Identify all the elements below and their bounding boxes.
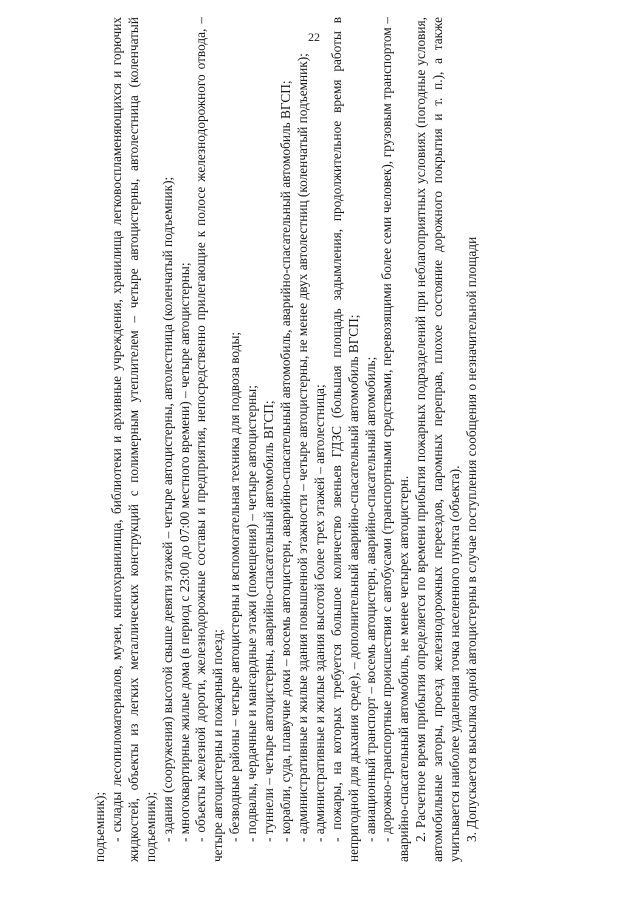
paragraph: - подвалы, чердачные и мансардные этажи (помещения) – четыре автоцистерны; xyxy=(244,385,260,842)
paragraph: - объекты железной дороги, железнодорожные составы и предприятия, непосредственно прилегающие к полосе железнодорожного отвода, – четыре автоцистерны и пожарный поезд; xyxy=(193,17,226,862)
paragraph: - туннели – четыре автоцистерны, аварийно-спасательный автомобиль ВГСП; xyxy=(261,400,277,842)
paragraph: подъемник); xyxy=(92,791,107,862)
paragraph: - административные и жилые здания повышенной этажности – четыре автоцистерны, не менее двух автолестниц (коленчатый подъемник); xyxy=(294,53,310,842)
page-number: 22 xyxy=(308,30,320,44)
paragraph: - корабли, суда, плавучие доки – восемь автоцистерн, аварийно-спасательный автомобиль, аварийно-спасательный автомобиль ВГСП; xyxy=(277,80,293,842)
paragraph: - дорожно-транспортные происшествия с автобусами (транспортными средствами, перевозящими более семи человек), грузовым транспортом – аварийно-спасательный автомобиль, не менее четырех автоцистерн. xyxy=(379,17,412,862)
paragraph: - авиационный транспорт – восемь автоцистерн, аварийно-спасательный автомобиль; xyxy=(362,356,378,842)
paragraph: 3. Допускается высылка одной автоцистерны в случае поступления сообщения о незначительной площади xyxy=(463,236,479,842)
paragraph: - склады лесопиломатериалов, музеи, книгохранилища, библиотеки и архивные учреждения, хранилища легковоспламеняющихся и горючих жидкостей, объекты из легких металлических конструкций с полимерным утеплителем – четыре автоцистерны, автолестница (коленчатый подъемник); xyxy=(108,17,158,862)
paragraph: 2. Расчетное время прибытия определяется по времени прибытия пожарных подразделений при неблагоприятных условиях (погодные условия, автомобильные заторы, проезд железнодорожных переездов, паромных переправ, плохое состояние дорожного покрытия и т. п.), а также учитывается наиболее удаленная точка населенного пункта (объекта). xyxy=(413,17,463,862)
paragraph: - пожары, на которых требуется большое количество звеньев ГДЗС (большая площадь задымления, продолжительное время работы в непригодной для дыхания среде), – дополнительный аварийно-спасательный автомобиль ВГСП; xyxy=(328,17,361,862)
document-body xyxy=(92,17,612,862)
paragraph: - безводные районы – четыре автоцистерны и вспомогательная техника для подвоза воды; xyxy=(227,331,243,842)
paragraph: - здания (сооружения) высотой свыше девяти этажей – четыре автоцистерны, автолестница (коленчатый подъемник); xyxy=(159,176,175,842)
paragraph: - административные и жилые здания высотой более трех этажей – автолестница; xyxy=(311,384,327,842)
paragraph: - многоквартирные жилые дома (в период с 23:00 до 07:00 местного времени) – четыре автоцистерны; xyxy=(176,262,192,842)
